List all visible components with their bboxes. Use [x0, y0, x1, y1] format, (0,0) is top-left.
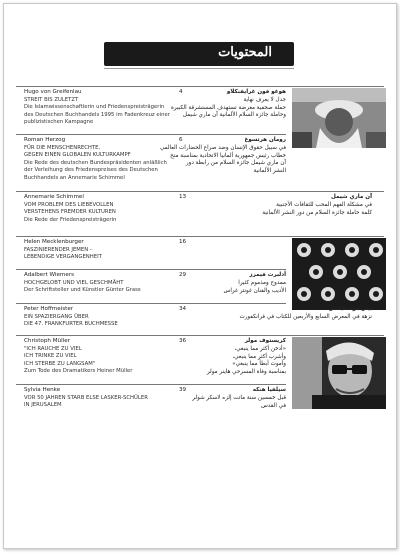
entry-titles [24, 247, 102, 262]
entry-author: Hugo von Greifenlau [24, 89, 82, 95]
entry-author: Christoph Müller [24, 338, 70, 344]
entry-title-line: FASZINIERENDER JEMEN - [24, 247, 92, 253]
entry-arabic [131, 338, 286, 377]
entry-titles [24, 280, 141, 295]
entry-title-line: publizistischen Kampagne [24, 119, 94, 126]
entry-arabic-author: سيلفيا هنكه [252, 387, 286, 393]
entry-author: Helen Mecklenburger [24, 239, 84, 245]
entry-page-number: 6 [179, 137, 183, 143]
contents-header-banner [104, 42, 294, 66]
entry-title-line: Die Rede der Friedenspreisträgerin [24, 216, 117, 223]
portrait-image [292, 337, 386, 409]
entry-arabic-line: قبل خمسين سنة ماتت إلزه لاسكر شولر [192, 394, 286, 401]
entry-arabic-line: في مشكلة الفهم المحب للثقافات الأجنبية [276, 201, 372, 208]
entry-divider [16, 269, 286, 270]
entry-title-line: Die Islamwissenschaftlerin und Friedenspreisträgerin [24, 104, 165, 111]
entry-author: Adalbert Wiemers [24, 272, 75, 278]
entry-title-line: "ICH RAUCHE ZU VIEL [24, 346, 82, 352]
entry-page-number: 13 [179, 194, 187, 200]
entry-title-line: Zum Tode des Dramatikers Heiner Müller [24, 368, 133, 375]
entry-arabic [176, 306, 372, 322]
entry-title-line: des Deutschen Buchhandels 1995 im Fadenkreuz einer [24, 111, 170, 118]
entry-page-number: 39 [179, 387, 187, 393]
entry-page-number: 16 [179, 239, 187, 245]
entry-arabic-line: الأديب والفنان غونتر غراس [223, 287, 286, 294]
entry-author: Sylvia Henke [24, 387, 61, 393]
entry-titles [24, 202, 116, 224]
entry-titles [24, 314, 118, 329]
entry-title-line: Die Rede des deutschen Bundespräsidenten anläßlich [24, 159, 167, 166]
portrait-photo [292, 88, 386, 148]
entry-divider [16, 384, 286, 385]
entry-title-line: Buchhandels an Annemarie Schimmel [24, 174, 125, 181]
entry-arabic-author: آن ماري شيمل [330, 194, 372, 200]
entry-titles [24, 346, 133, 376]
entry-title-line: HOCHGELOBT UND VIEL GESCHMÄHT [24, 280, 124, 286]
entry-arabic-author: أدلبرت فيمرز [249, 272, 286, 278]
entry-author: Peter Hoffmeister [24, 306, 74, 312]
entry-arabic [131, 89, 286, 120]
entry-title-line: STREIT BIS ZULETZT [24, 97, 79, 103]
entry-divider [16, 236, 384, 237]
entry-title-line: VERSTEHENS FREMDER KULTUREN [24, 209, 116, 216]
entry-title-line: VOM PROBLEM DES LIEBEVOLLEN [24, 202, 114, 208]
entry-arabic [131, 272, 286, 295]
entry-title-line: LEBENDIGE VERGANGENHEIT [24, 254, 102, 261]
entry-title-line: GEGEN EINEN GLOBALEN KULTURKAMPF [24, 152, 131, 159]
entry-titles [24, 395, 148, 410]
entry-page-number: 4 [179, 89, 183, 95]
entry-arabic-author: هوغو فون غرايفنكلاو [226, 89, 286, 95]
lattice-image [292, 238, 386, 310]
entry-divider [16, 191, 384, 192]
entry-title-line: ICH STERBE ZU LANGSAM" [24, 360, 96, 367]
entry-divider [16, 134, 286, 135]
entry-arabic-line: ممدوح ومذموم كثيرا [238, 279, 286, 286]
contents-title: المحتويات [218, 45, 272, 60]
entry-arabic-line: وأموت أبطأ مما ينبغي» [232, 361, 286, 368]
entry-arabic-line: خطاب رئيس جمهورية ألمانيا الاتحادية بمناسبة منح [170, 152, 286, 159]
portrait-image [292, 88, 386, 148]
entry-arabic-line: في القدس [261, 402, 286, 409]
entry-page-number: 29 [179, 272, 187, 278]
entry-arabic-author: بيتر هوفمايستر [329, 306, 372, 312]
entry-arabic-line: كلمة حاملة جائزة السلام من دور النشر الألمانية [262, 209, 372, 216]
entry-arabic [131, 137, 286, 176]
entry-arabic-author: رومان هرتسوغ [244, 137, 286, 143]
entry-author: Roman Herzog [24, 137, 66, 143]
entry-arabic-line: وحاملة جائزة السلام الألمانية آن ماري شيمل [182, 112, 286, 119]
entry-arabic-line: بمناسبة وفاة المسرحي هاينر مولر [206, 369, 286, 376]
entry-title-line: Der Schriftsteller und Künstler Günter Grass [24, 287, 141, 294]
entry-arabic-line: جدل لا يعرف نهاية [243, 96, 286, 103]
entry-arabic-line: وأشرب أكثر مما ينبغي، [232, 353, 286, 360]
entry-arabic-line: حملة صحفية مغرضة تستهدف المستشرقة الكبيرة [170, 104, 286, 111]
entry-author: Annemarie Schimmel [24, 194, 84, 200]
entry-page-number: 34 [179, 306, 187, 312]
entry-title-line: IN JERUSALEM [24, 402, 62, 409]
entry-title-line: VOR 50 JAHREN STARB ELSE LASKER-SCHÜLER [24, 395, 148, 401]
header-underline [104, 68, 294, 69]
entry-title-line: der Verleihung des Friedenspreises des Deutschen [24, 167, 158, 174]
entry-arabic [131, 387, 286, 410]
lattice-photo [292, 238, 386, 310]
entry-arabic-line: النشر الألمانية [253, 168, 286, 175]
entry-divider [16, 86, 384, 87]
contents-page [3, 3, 397, 549]
entry-divider [16, 303, 286, 304]
entry-arabic-line: في سبيل حقوق الإنسان وضد صراع الحضارات العالمي [159, 144, 286, 151]
entry-arabic-author: كريستوف مولر [244, 338, 286, 344]
entry-page-number: 36 [179, 338, 187, 344]
entry-arabic-line: نزهة في المعرض السابع والأربعين للكتاب في فرانكفورت [239, 313, 372, 320]
entry-title-line: DIE 47. FRANKFURTER BUCHMESSE [24, 321, 118, 328]
portrait-photo [292, 337, 386, 409]
entry-arabic-line: آن ماري شيمل جائزة السلام من رابطة دور [185, 160, 286, 167]
entry-title-line: EIN SPAZIERGANG ÜBER [24, 314, 89, 320]
entry-title-line: FÜR DIE MENSCHENRECHTE, [24, 145, 101, 151]
entry-arabic-line: «أدخن أكثر مما ينبغي، [234, 345, 286, 352]
entry-arabic [176, 194, 372, 217]
entry-title-line: ICH TRINKE ZU VIEL [24, 353, 77, 360]
entry-divider [16, 335, 384, 336]
